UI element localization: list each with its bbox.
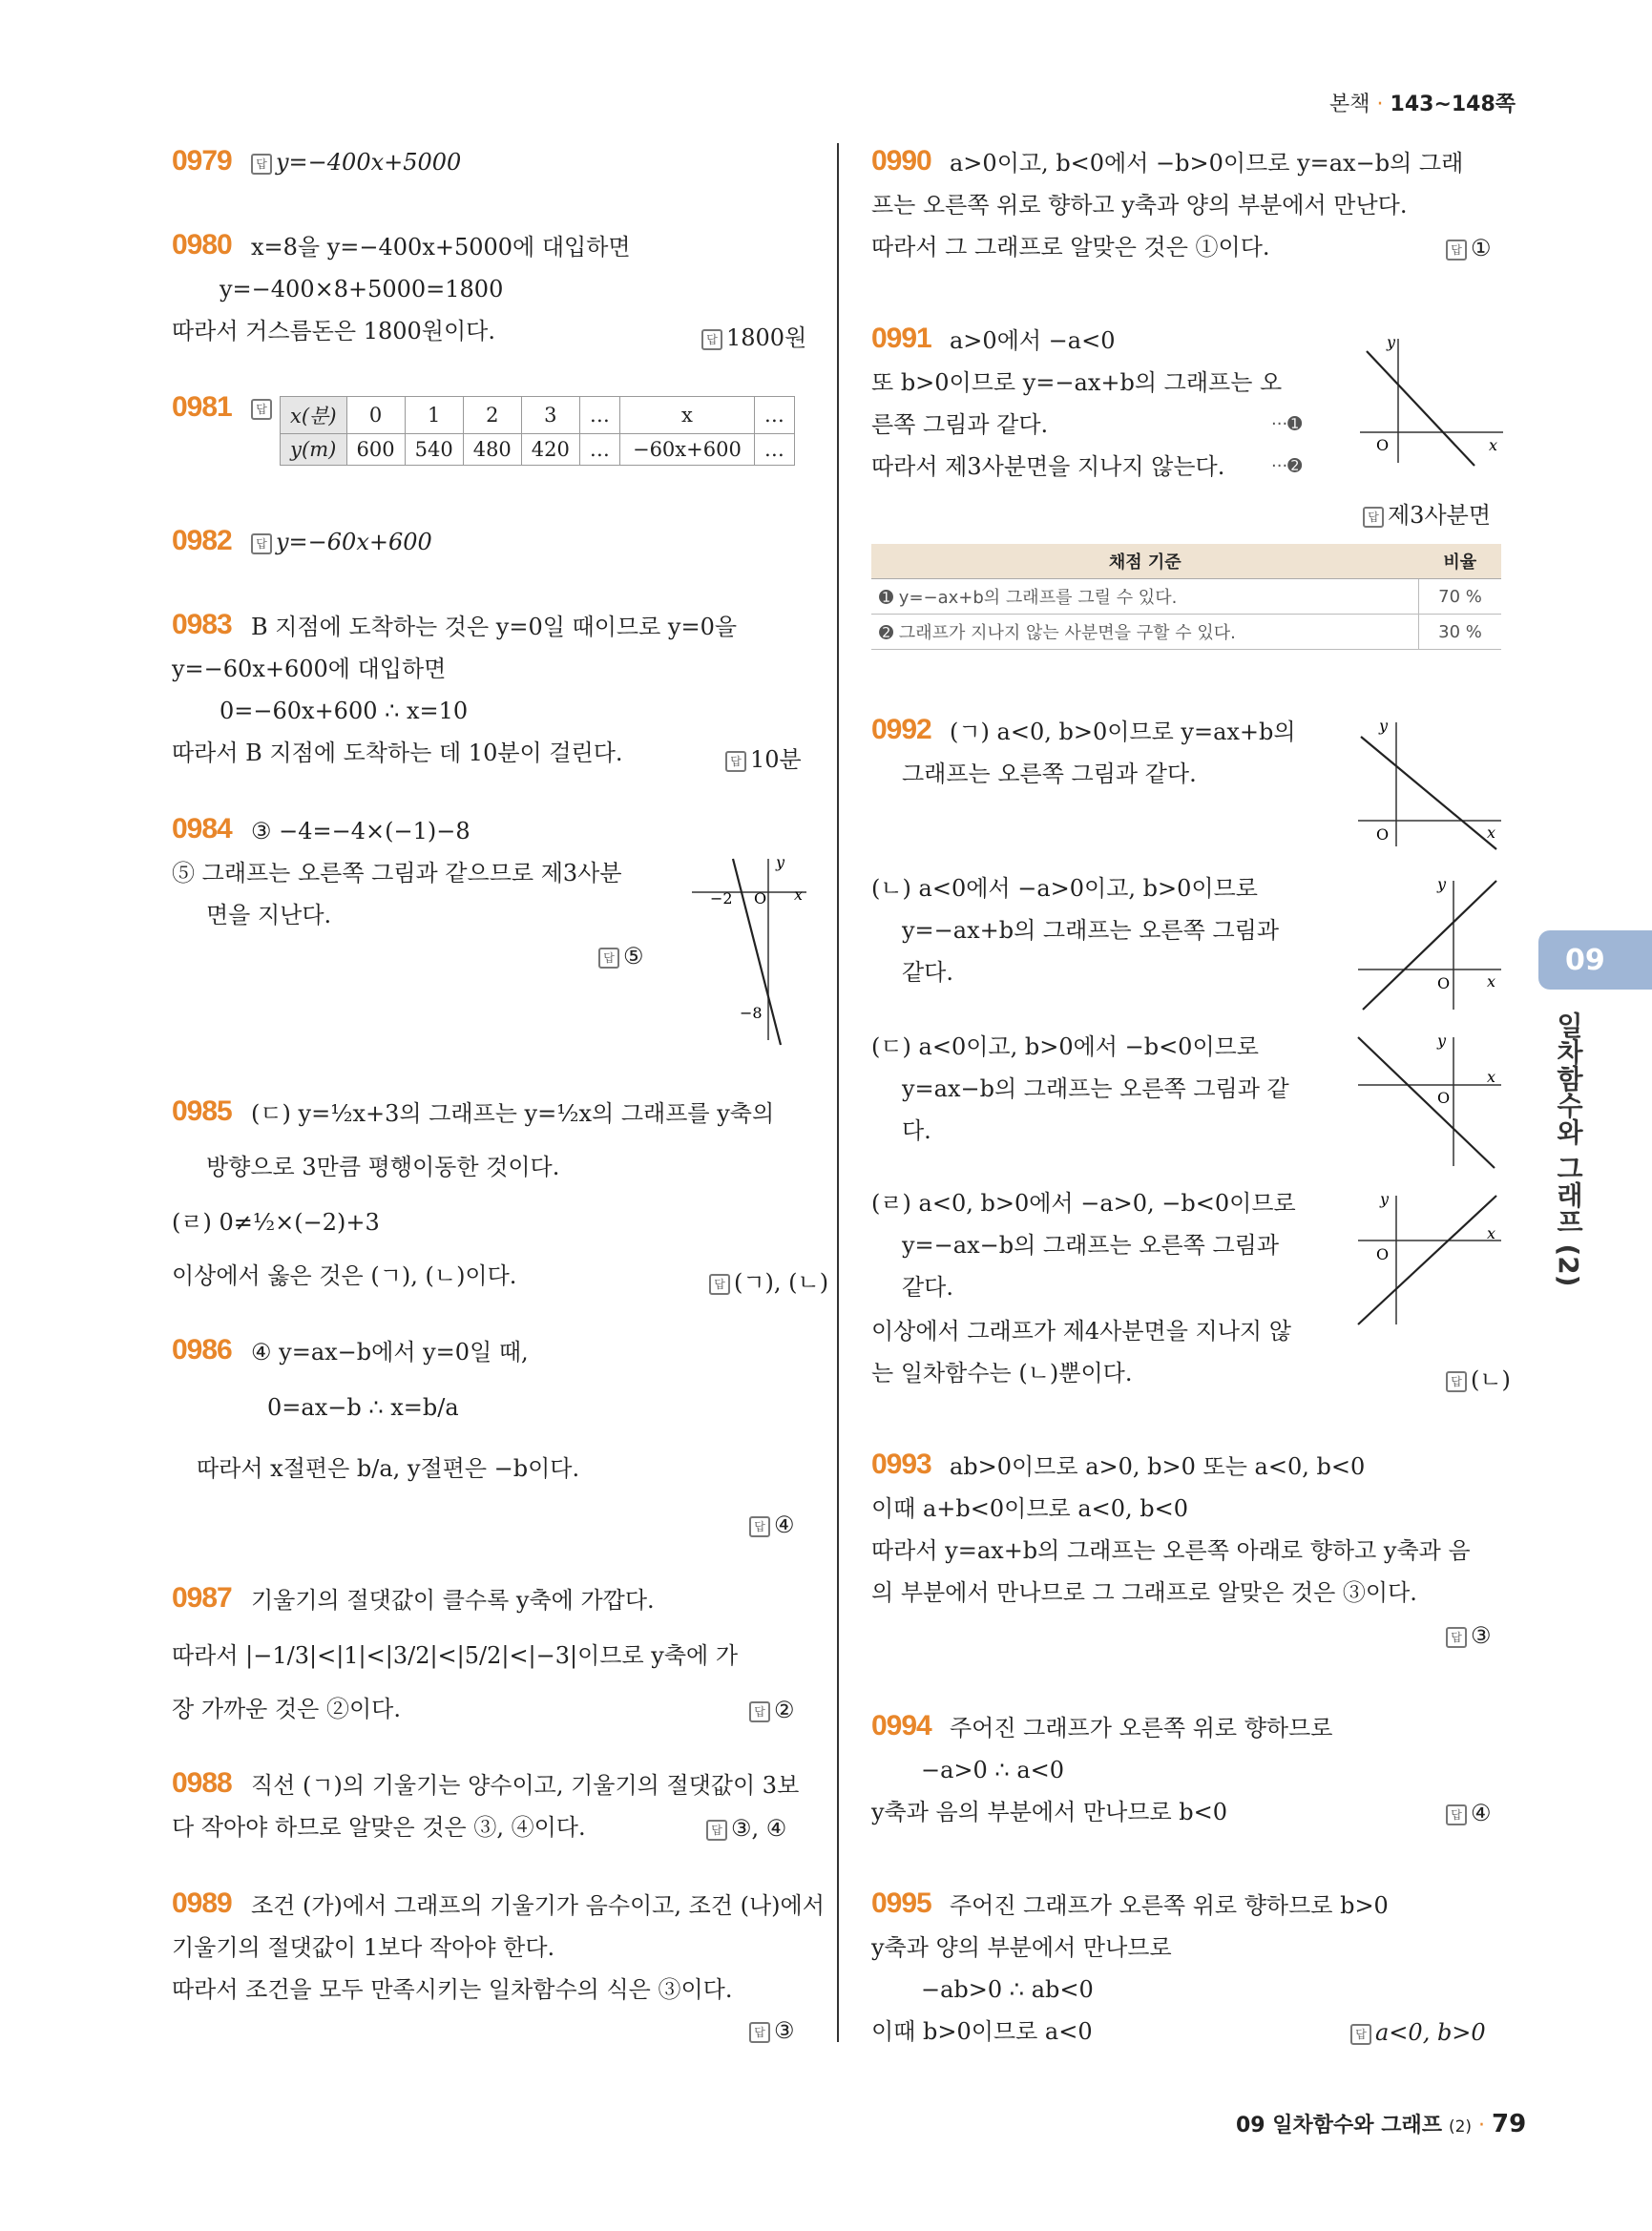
line: y=−60x+600에 대입하면 — [172, 656, 447, 682]
answer-icon: 답 — [1446, 1371, 1467, 1392]
line: −ab>0 ∴ ab<0 — [921, 1976, 1094, 2003]
line: 다. — [902, 1117, 931, 1144]
chapter-tab[interactable] — [1538, 930, 1652, 990]
line: 주어진 그래프가 오른쪽 위로 향하므로 — [950, 1715, 1333, 1741]
answer-icon: 답 — [706, 1820, 727, 1841]
table-cell: … — [579, 397, 619, 434]
line: y=−ax+b의 그래프는 오른쪽 그림과 — [902, 917, 1280, 944]
footer-chapter: 09 일차함수와 그래프 — [1236, 2114, 1442, 2137]
line: 같다. — [902, 959, 953, 986]
answer-icon: 답 — [251, 533, 272, 554]
axis-label: x — [1487, 1224, 1496, 1242]
line: 조건 (가)에서 그래프의 기울기가 음수이고, 조건 (나)에서 — [251, 1892, 825, 1919]
line: 장 가까운 것은 ②이다. — [172, 1696, 401, 1722]
table-cell: 3 — [521, 397, 579, 434]
line: 0=ax−b ∴ x=b/a — [267, 1394, 459, 1421]
line: 이상에서 그래프가 제4사분면을 지나지 않 — [871, 1318, 1291, 1345]
problem-number: 0986 — [172, 1334, 232, 1366]
line: 따라서 조건을 모두 만족시키는 일차함수의 식은 ③이다. — [172, 1976, 733, 2003]
graph-0984 — [687, 854, 811, 1045]
line: y=−ax−b의 그래프는 오른쪽 그림과 — [902, 1232, 1280, 1259]
table-cell: −60x+600 — [619, 434, 754, 466]
line: 주어진 그래프가 오른쪽 위로 향하므로 b>0 — [950, 1892, 1389, 1919]
table-cell: … — [754, 434, 794, 466]
line: 면을 지난다. — [206, 902, 332, 928]
table-cell: 2 — [463, 397, 521, 434]
problem-number: 0989 — [172, 1887, 232, 1919]
answer: ② — [774, 1697, 795, 1723]
table-cell: … — [579, 434, 619, 466]
line: 따라서 y=ax+b의 그래프는 오른쪽 아래로 향하고 y축과 음 — [871, 1537, 1471, 1564]
table-cell: 600 — [346, 434, 405, 466]
answer-icon: 답 — [1446, 1804, 1467, 1825]
answer-icon: 답 — [701, 329, 722, 350]
line: 이때 a+b<0이므로 a<0, b<0 — [871, 1495, 1189, 1522]
answer-icon: 답 — [251, 399, 272, 420]
answer: (ㄴ) — [1471, 1366, 1511, 1393]
answer: 제3사분면 — [1388, 502, 1492, 529]
line: 기울기의 절댓값이 1보다 작아야 한다. — [172, 1934, 555, 1961]
line: (ㄱ) a<0, b>0이므로 y=ax+b의 — [950, 719, 1296, 745]
line: 따라서 x절편은 b/a, y절편은 −b이다. — [197, 1455, 580, 1482]
line: −a>0 ∴ a<0 — [921, 1757, 1065, 1783]
answer-icon: 답 — [749, 2022, 770, 2043]
chapter-title-vertical: 일차함수와 그래프 (2) — [1553, 1011, 1584, 1287]
origin-label: O — [1376, 436, 1390, 454]
answer-icon: 답 — [749, 1516, 770, 1537]
line: ⑤ 그래프는 오른쪽 그림과 같으므로 제3사분 — [172, 860, 622, 886]
line: 프는 오른쪽 위로 향하고 y축과 양의 부분에서 만난다. — [871, 192, 1408, 219]
line: y축과 양의 부분에서 만나므로 — [871, 1934, 1172, 1961]
line: ab>0이므로 a>0, b>0 또는 a<0, b<0 — [950, 1453, 1366, 1480]
graph-0992-b — [1353, 876, 1506, 1014]
problem-number: 0979 — [172, 145, 232, 177]
axis-label: y — [1437, 875, 1447, 893]
line: B 지점에 도착하는 것은 y=0일 때이므로 y=0을 — [251, 614, 738, 640]
axis-label: x — [1487, 972, 1496, 990]
table-cell: 480 — [463, 434, 521, 466]
problem-number: 0992 — [871, 714, 931, 745]
line: a>0에서 −a<0 — [950, 327, 1116, 354]
answer: ③, ④ — [731, 1815, 787, 1842]
table-cell: 0 — [346, 397, 405, 434]
axis-label: y — [776, 853, 785, 871]
graph-0991 — [1355, 334, 1508, 468]
table-cell: 540 — [405, 434, 463, 466]
answer-icon: 답 — [1350, 2024, 1371, 2045]
answer-icon: 답 — [1363, 507, 1384, 528]
axis-label: y — [1380, 1190, 1390, 1208]
answer: y=−400x+5000 — [276, 149, 462, 176]
table-cell: y(m) — [281, 434, 347, 466]
answer: ① — [1471, 235, 1492, 261]
answer: (ㄱ), (ㄴ) — [734, 1269, 829, 1296]
problem-number: 0991 — [871, 323, 931, 354]
line: (ㄹ) 0≠½×(−2)+3 — [172, 1209, 380, 1236]
problem-number: 0981 — [172, 391, 232, 423]
answer: y=−60x+600 — [276, 529, 432, 555]
answer-icon: 답 — [709, 1274, 730, 1295]
answer: ③ — [774, 2017, 795, 2044]
x-intercept-label: −2 — [710, 889, 733, 907]
axis-label: y — [1437, 1032, 1447, 1050]
line: (ㄷ) y=½x+3의 그래프는 y=½x의 그래프를 y축의 — [251, 1100, 775, 1127]
answer-icon: 답 — [725, 751, 746, 772]
line: x=8을 y=−400x+5000에 대입하면 — [251, 234, 631, 261]
problem-number: 0982 — [172, 525, 232, 556]
line: 따라서 |−1/3|<|1|<|3/2|<|5/2|<|−3|이므로 y축에 가 — [172, 1642, 739, 1669]
line: 의 부분에서 만나므로 그 그래프로 알맞은 것은 ③이다. — [871, 1579, 1417, 1606]
line: 같다. — [902, 1274, 953, 1301]
step-marker: ···➊ — [1271, 414, 1303, 434]
line: 따라서 그 그래프로 알맞은 것은 ①이다. — [871, 234, 1270, 261]
table-cell: … — [754, 397, 794, 434]
table-cell: ➋ 그래프가 지나지 않는 사분면을 구할 수 있다. — [871, 615, 1419, 650]
answer: 1800원 — [726, 324, 807, 351]
table-cell: 1 — [405, 397, 463, 434]
line: y축과 음의 부분에서 만나므로 b<0 — [871, 1799, 1228, 1825]
answer: ⑤ — [623, 943, 644, 970]
line: 방향으로 3만큼 평행이동한 것이다. — [206, 1154, 560, 1180]
origin-label: O — [754, 889, 767, 907]
line: 다 작아야 하므로 알맞은 것은 ③, ④이다. — [172, 1814, 586, 1841]
line: y=−400×8+5000=1800 — [220, 276, 504, 302]
answer-icon: 답 — [598, 948, 619, 969]
problem-number: 0990 — [871, 145, 931, 177]
page-header: 본책 · 143~148쪽 — [1329, 93, 1516, 116]
step-marker: ···➋ — [1271, 456, 1303, 476]
line: (ㄴ) a<0에서 −a>0이고, b>0이므로 — [871, 875, 1258, 902]
line: (ㄷ) a<0이고, b>0에서 −b<0이므로 — [871, 1033, 1259, 1060]
problem-number: 0995 — [871, 1887, 931, 1919]
table-cell: ➊ y=−ax+b의 그래프를 그릴 수 있다. — [871, 579, 1419, 615]
problem-number: 0984 — [172, 813, 232, 844]
origin-label: O — [1376, 1245, 1390, 1263]
page-footer: 09 일차함수와 그래프 (2) · 79 — [1236, 2110, 1527, 2138]
line: (ㄹ) a<0, b>0에서 −a>0, −b<0이므로 — [871, 1190, 1296, 1217]
header-pages: 143~148쪽 — [1390, 93, 1516, 116]
table-cell: 70 % — [1419, 579, 1502, 615]
value-table — [280, 396, 795, 466]
table-cell: x — [619, 397, 754, 434]
line: 그래프는 오른쪽 그림과 같다. — [902, 761, 1197, 787]
line: ④ y=ax−b에서 y=0일 때, — [251, 1339, 529, 1366]
problem-number: 0983 — [172, 609, 232, 640]
table-cell: x(분) — [281, 397, 347, 434]
answer: 10분 — [750, 746, 802, 773]
problem-number: 0988 — [172, 1767, 232, 1799]
origin-label: O — [1376, 825, 1390, 844]
answer-icon: 답 — [1446, 240, 1467, 261]
answer-icon: 답 — [749, 1701, 770, 1722]
table-header: 비율 — [1419, 544, 1502, 579]
footer-part: (2) — [1448, 2117, 1473, 2137]
line: 이때 b>0이므로 a<0 — [871, 2018, 1093, 2045]
problem-number: 0994 — [871, 1710, 931, 1741]
line: 기울기의 절댓값이 클수록 y축에 가깝다. — [251, 1587, 655, 1614]
table-header: 채점 기준 — [871, 544, 1419, 579]
line: 따라서 거스름돈은 1800원이다. — [172, 318, 495, 344]
line: 직선 (ㄱ)의 기울기는 양수이고, 기울기의 절댓값이 3보 — [251, 1772, 800, 1799]
line: y=ax−b의 그래프는 오른쪽 그림과 같 — [902, 1075, 1289, 1102]
scoring-table — [871, 544, 1501, 650]
page-number: 79 — [1492, 2110, 1527, 2138]
y-intercept-label: −8 — [740, 1004, 763, 1022]
origin-label: O — [1437, 1089, 1451, 1107]
line: a>0이고, b<0에서 −b>0이므로 y=ax−b의 그래 — [950, 150, 1464, 177]
answer-icon: 답 — [251, 154, 272, 175]
answer: a<0, b>0 — [1375, 2019, 1486, 2046]
line: 따라서 B 지점에 도착하는 데 10분이 걸린다. — [172, 740, 623, 766]
axis-label: x — [1487, 824, 1496, 842]
answer: ④ — [774, 1512, 795, 1538]
graph-0992-d — [1353, 1191, 1506, 1329]
graph-0992-a — [1353, 718, 1506, 851]
answer: ④ — [1471, 1800, 1492, 1826]
column-divider — [837, 143, 839, 2042]
table-row — [871, 579, 1501, 615]
line: 또 b>0이므로 y=−ax+b의 그래프는 오 — [871, 369, 1283, 396]
header-book: 본책 — [1329, 93, 1370, 116]
line: 따라서 제3사분면을 지나지 않는다. — [871, 453, 1225, 480]
line: ③ −4=−4×(−1)−8 — [251, 818, 471, 844]
axis-label: y — [1387, 333, 1396, 351]
table-cell: 30 % — [1419, 615, 1502, 650]
problem-number: 0987 — [172, 1582, 232, 1614]
table-row — [871, 615, 1501, 650]
graph-0992-c — [1353, 1032, 1506, 1171]
line: 른쪽 그림과 같다. — [871, 411, 1049, 438]
axis-label: y — [1379, 717, 1389, 735]
axis-label: x — [1487, 1068, 1496, 1086]
problem-number: 0980 — [172, 229, 232, 261]
problem-number: 0993 — [871, 1449, 931, 1480]
problem-number: 0985 — [172, 1095, 232, 1127]
line: 이상에서 옳은 것은 (ㄱ), (ㄴ)이다. — [172, 1262, 517, 1289]
axis-label: x — [794, 886, 804, 904]
axis-label: x — [1489, 436, 1498, 454]
line: 0=−60x+600 ∴ x=10 — [220, 698, 469, 724]
table-cell: 420 — [521, 434, 579, 466]
answer: ③ — [1471, 1622, 1492, 1649]
origin-label: O — [1437, 974, 1451, 992]
answer-icon: 답 — [1446, 1627, 1467, 1648]
line: 는 일차함수는 (ㄴ)뿐이다. — [871, 1360, 1133, 1387]
chapter-tab-number: 09 — [1565, 944, 1605, 977]
